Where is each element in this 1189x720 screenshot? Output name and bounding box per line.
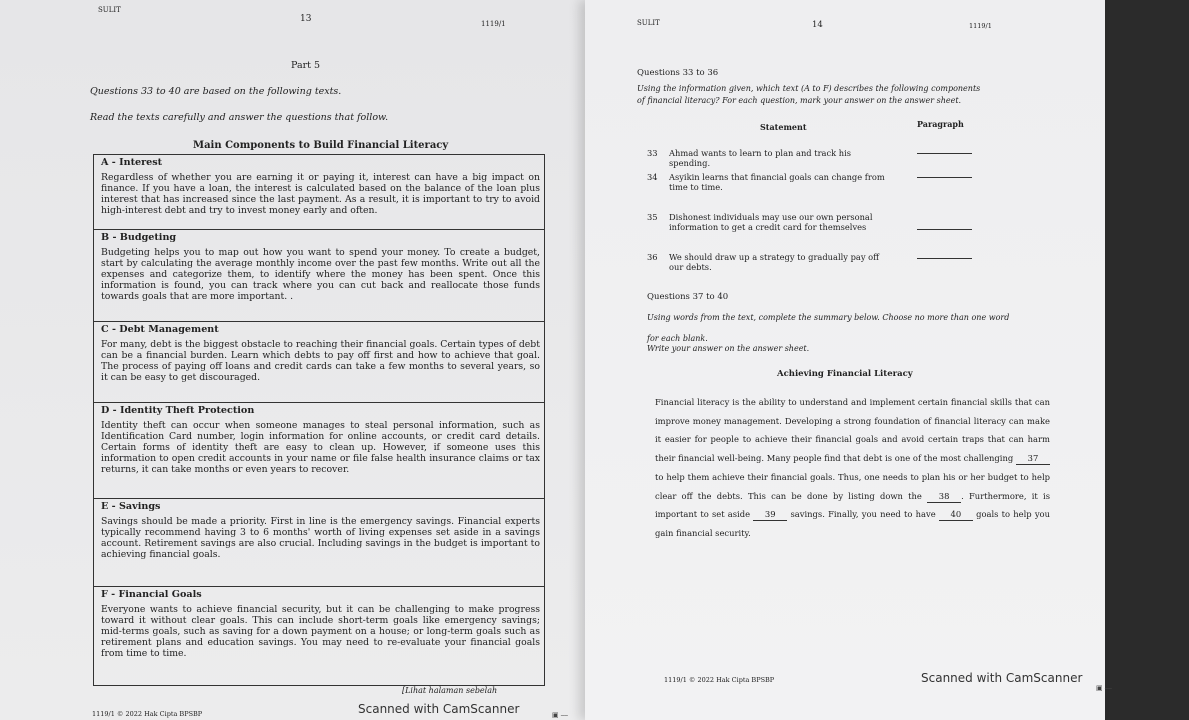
summary-blank-38[interactable]: 38	[927, 490, 961, 503]
section-b-heading: B - Budgeting	[101, 232, 177, 243]
statement-text: Asyikin learns that financial goals can change from time to time.	[669, 172, 885, 192]
page-number-left: 13	[300, 14, 312, 24]
q37-40-instructions-1: Using words from the text, complete the summary below. Choose no more than one word	[647, 313, 1010, 322]
footer-code-left: 1119/1 © 2022 Hak Cipta BPSBP	[92, 710, 203, 718]
section-a	[94, 155, 544, 230]
section-f	[94, 587, 544, 680]
camscanner-logo-icon: ▣ ⎯⎯	[552, 711, 568, 719]
answer-blank-35[interactable]	[917, 229, 972, 230]
statement-number: 35	[647, 212, 658, 222]
section-e	[94, 499, 544, 587]
section-e-heading: E - Savings	[101, 501, 161, 512]
answer-blank-36[interactable]	[917, 258, 972, 259]
statement-text: Ahmad wants to learn to plan and track his spending.	[669, 148, 852, 168]
paragraph-column-header: Paragraph	[917, 119, 964, 129]
section-f-heading: F - Financial Goals	[101, 589, 202, 600]
summary-blank-37[interactable]: 37	[1016, 452, 1050, 465]
section-b	[94, 230, 544, 322]
instructions-2: Read the texts carefully and answer the questions that follow.	[90, 112, 389, 123]
statement-column-header: Statement	[760, 122, 807, 132]
statement-number: 33	[647, 148, 658, 158]
part-label: Part 5	[291, 60, 321, 71]
section-c	[94, 322, 544, 403]
page-number-right: 14	[812, 20, 823, 30]
header-code-left: 1119/1	[481, 20, 506, 28]
summary-blank-39[interactable]: 39	[753, 508, 787, 521]
section-d-heading: D - Identity Theft Protection	[101, 405, 255, 416]
components-box	[93, 154, 545, 686]
answer-blank-34[interactable]	[917, 177, 972, 178]
section-d	[94, 403, 544, 499]
section-a-body: Regardless of whether you are earning it or paying it, interest can have a big impact on finance. If you have a loan, the interest is calculated based on the balance of the loan plus interest that has increased since the last payment. As a result, it is important to try to avoid high-interest debt and try to invest money early and often.	[101, 172, 540, 216]
right-page	[585, 0, 1105, 720]
instructions-1: Questions 33 to 40 are based on the following texts.	[90, 86, 342, 97]
header-sulit-left: SULIT	[98, 6, 121, 14]
q33-36-instructions: Using the information given, which text (A to F) describes the following components of financial literacy? For each question, mark your answer on the answer sheet.	[637, 84, 981, 105]
statement-text: Dishonest individuals may use our own personal information to get a credit card for themselves	[669, 212, 873, 232]
statement-number: 34	[647, 172, 658, 182]
turn-over-note: [Lihat halaman sebelah	[402, 686, 498, 695]
camscanner-watermark-right: Scanned with CamScanner	[921, 671, 1083, 685]
q33-36-heading: Questions 33 to 36	[637, 68, 719, 78]
footer-code-right: 1119/1 © 2022 Hak Cipta BPSBP	[664, 676, 775, 684]
header-sulit-right: SULIT	[637, 19, 660, 27]
q37-40-instructions-3: Write your answer on the answer sheet.	[647, 344, 810, 353]
statement-number: 36	[647, 252, 658, 262]
camscanner-logo-icon-right: ▣ ⎯⎯	[1096, 684, 1112, 692]
summary-title: Achieving Financial Literacy	[777, 369, 913, 379]
section-d-body: Identity theft can occur when someone manages to steal personal information, such as Identification Card number, login information for online accounts, or credit card details. Certain forms of identity theft are easy to clean up. However, if someone uses this information to open credit accounts in your name or file false health insurance claims or tax returns, it can take months or even years to recover.	[101, 420, 540, 475]
header-code-right: 1119/1	[969, 22, 992, 30]
section-b-body: Budgeting helps you to map out how you want to spend your money. To create a budget, start by calculating the average monthly income over the past few months. Write out all the expenses and categorize them, to identify where the money has been spent. Once this information is found, you can track where you can cut back and reallocate those funds towards goals that are more important. .	[101, 247, 540, 302]
camscanner-watermark-left: Scanned with CamScanner	[358, 702, 520, 716]
summary-blank-40[interactable]: 40	[939, 508, 973, 521]
section-f-body: Everyone wants to achieve financial security, but it can be challenging to make progress toward it without clear goals. This can include short-term goals like emergency savings; mid-terms goals, such as saving for a down payment on a house; or long-term goals such as retirement plans and education savings. You may need to re-evaluate your financial goals from time to time.	[101, 604, 540, 659]
main-title: Main Components to Build Financial Literacy	[193, 140, 449, 151]
answer-blank-33[interactable]	[917, 153, 972, 154]
q37-40-instructions-2: for each blank.	[647, 334, 708, 343]
statement-text: We should draw up a strategy to gradually pay off our debts.	[669, 252, 880, 272]
q37-40-heading: Questions 37 to 40	[647, 292, 729, 302]
section-c-body: For many, debt is the biggest obstacle to reaching their financial goals. Certain types of debt can be a financial burden. Learn which debts to pay off first and how to achieve that goal. The process of paying off loans and credit cards can take a few months to several years, so it can be easy to get discouraged.	[101, 339, 540, 383]
section-a-heading: A - Interest	[101, 157, 163, 168]
section-c-heading: C - Debt Management	[101, 324, 219, 335]
section-e-body: Savings should be made a priority. First in line is the emergency savings. Financial experts typically recommend having 3 to 6 months' worth of living expenses set aside in a savings account. Retirement savings are also crucial. Including savings in the budget is important to achieving financial goals.	[101, 516, 540, 560]
summary-paragraph: Financial literacy is the ability to understand and implement certain financial skills that can improve money management. Developing a strong foundation of financial literacy can make it easier for people to achieve their financial goals and avoid certain traps that can harm their financial well-being. Many people find that debt is one of the most challenging 37 to help them achieve their financial goals. Thus, one needs to plan his or her budget to help clear off the debts. This can be done by listing down the 38 . Furthermore, it is important to set aside 39 savings. Finally, you need to have 40 goals to help you gain financial security.	[655, 397, 1051, 538]
